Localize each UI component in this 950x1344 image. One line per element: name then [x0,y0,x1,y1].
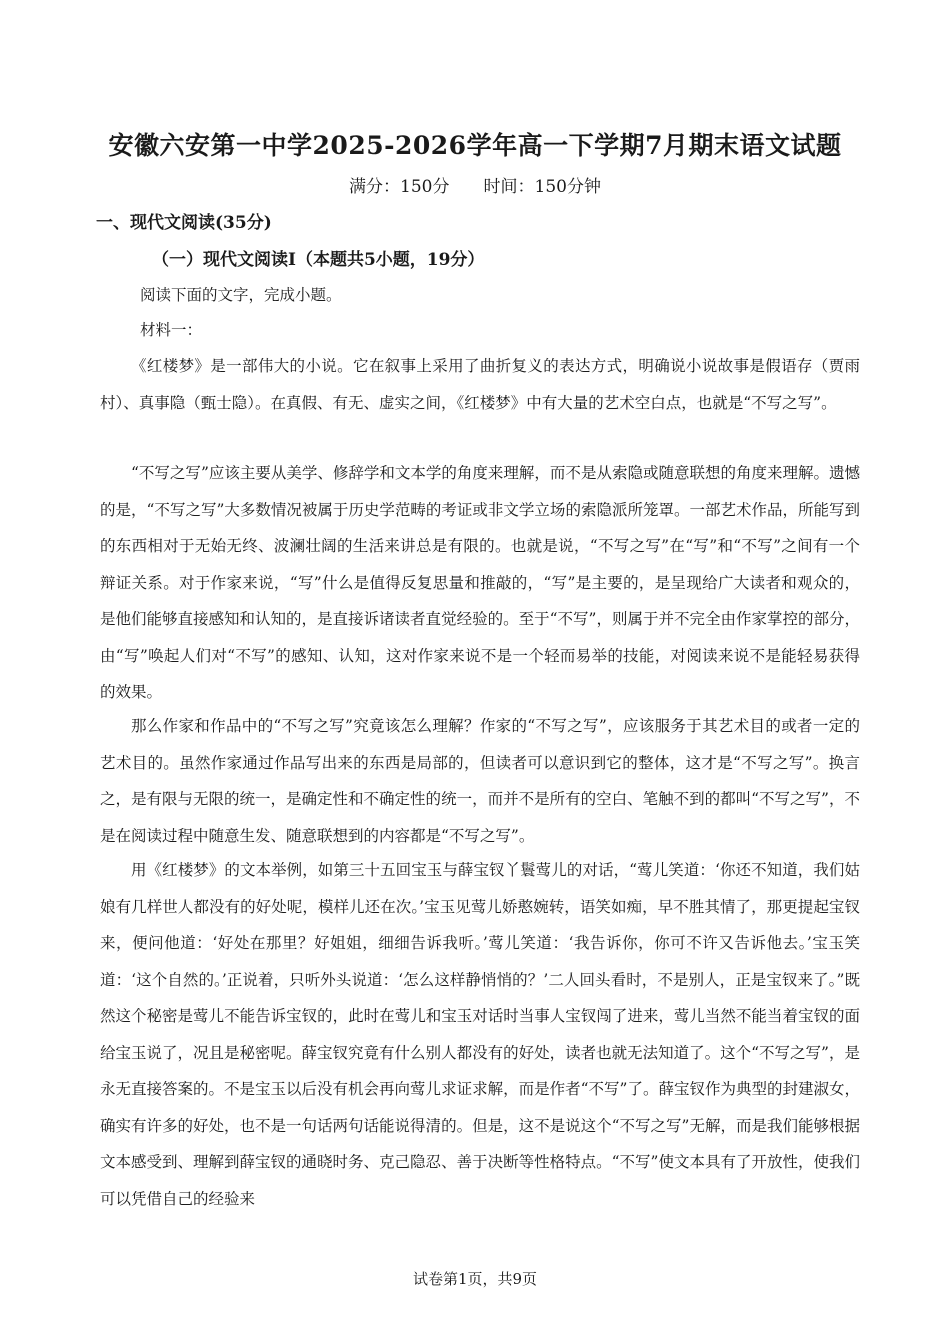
reading-instruction: 阅读下面的文字，完成小题。 [140,286,342,304]
page-footer: 试卷第1页，共9页 [412,1270,538,1288]
page-title: 安徽六安第一中学2025-2026学年高一下学期7月期末语文试题 [108,131,842,160]
subsection-heading: （一）现代文阅读I（本题共5小题，19分） [152,250,485,270]
paragraph-2: “不写之写”应该主要从美学、修辞学和文本学的角度来理解，而不是从索隐或随意联想的角度来理解。遗憾的是，“不写之写”大多数情况被属于历史学范畴的考证或非文学立场的索隐派所笼罩。一部艺术作品，所能写到的东西相对于无始无终、波澜壮阔的生活来讲总是有限的。也就是说，“不写之写”在“写”和“不写”之间有一个辩证关系。对于作家来说，“写”什么是值得反复思量和推敲的，“写”是主要的，是呈现给广大读者和观众的，是他们能够直接感知和认知的，是直接诉诸读者直觉经验的。至于“不写”，则属于并不完全由作家掌控的部分，由“写”唤起人们对“不写”的感知、认知，这对作家来说不是一个轻而易举的技能，对阅读来说不是能轻易获得的效果。 [100,464,860,701]
paragraph-3: 那么作家和作品中的“不写之写”究竟该怎么理解？作家的“不写之写”，应该服务于其艺术目的或者一定的艺术目的。虽然作家通过作品写出来的东西是局部的，但读者可以意识到它的整体，这才是“不写之写”。换言之，是有限与无限的统一，是确定性和不确定性的统一，而并不是所有的空白、笔触不到的都叫“不写之写”，不是在阅读过程中随意生发、随意联想到的内容都是“不写之写”。 [100,717,860,845]
paragraph-1: 《红楼梦》是一部伟大的小说。它在叙事上采用了曲折复义的表达方式，明确说小说故事是假语存（贾雨村）、真事隐（甄士隐）。在真假、有无、虚实之间，《红楼梦》中有大量的艺术空白点，也就是“不写之写”。 [100,357,860,412]
section-heading: 一、现代文阅读(35分) [96,213,272,233]
paragraph-4: 用《红楼梦》的文本举例，如第三十五回宝玉与薛宝钗丫鬟莺儿的对话，“莺儿笑道：‘你还不知道，我们姑娘有几样世人都没有的好处呢，模样儿还在次。’宝玉见莺儿娇憨婉转，语笑如痴，早不胜其情了，那更提起宝钗来，便问他道：‘好处在那里？好姐姐，细细告诉我听。’莺儿笑道：‘我告诉你，你可不许又告诉他去。’宝玉笑道：‘这个自然的。’正说着，只听外头说道：‘怎么这样静悄悄的？’二人回头看时，不是别人，正是宝钗来了。”既然这个秘密是莺儿不能告诉宝钗的，此时在莺儿和宝玉对话时当事人宝钗闯了进来，莺儿当然不能当着宝钗的面给宝玉说了，况且是秘密呢。薛宝钗究竟有什么别人都没有的好处，读者也就无法知道了。这个“不写之写”，是永无直接答案的。不是宝玉以后没有机会再向莺儿求证求解，而是作者“不写”了。薛宝钗作为典型的封建淑女，确实有许多的好处，也不是一句话两句话能说得清的。但是，这不是说这个“不写之写”无解，而是我们能够根据文本感受到、理解到薛宝钗的通晓时务、克己隐忍、善于决断等性格特点。“不写”使文本具有了开放性，使我们可以凭借自己的经验来 [100,861,860,1208]
exam-meta [0,172,950,197]
full-score-label: 满分：150分 [349,177,450,197]
time-limit-label: 时间：150分钟 [483,177,601,197]
material-label: 材料一： [140,321,203,339]
